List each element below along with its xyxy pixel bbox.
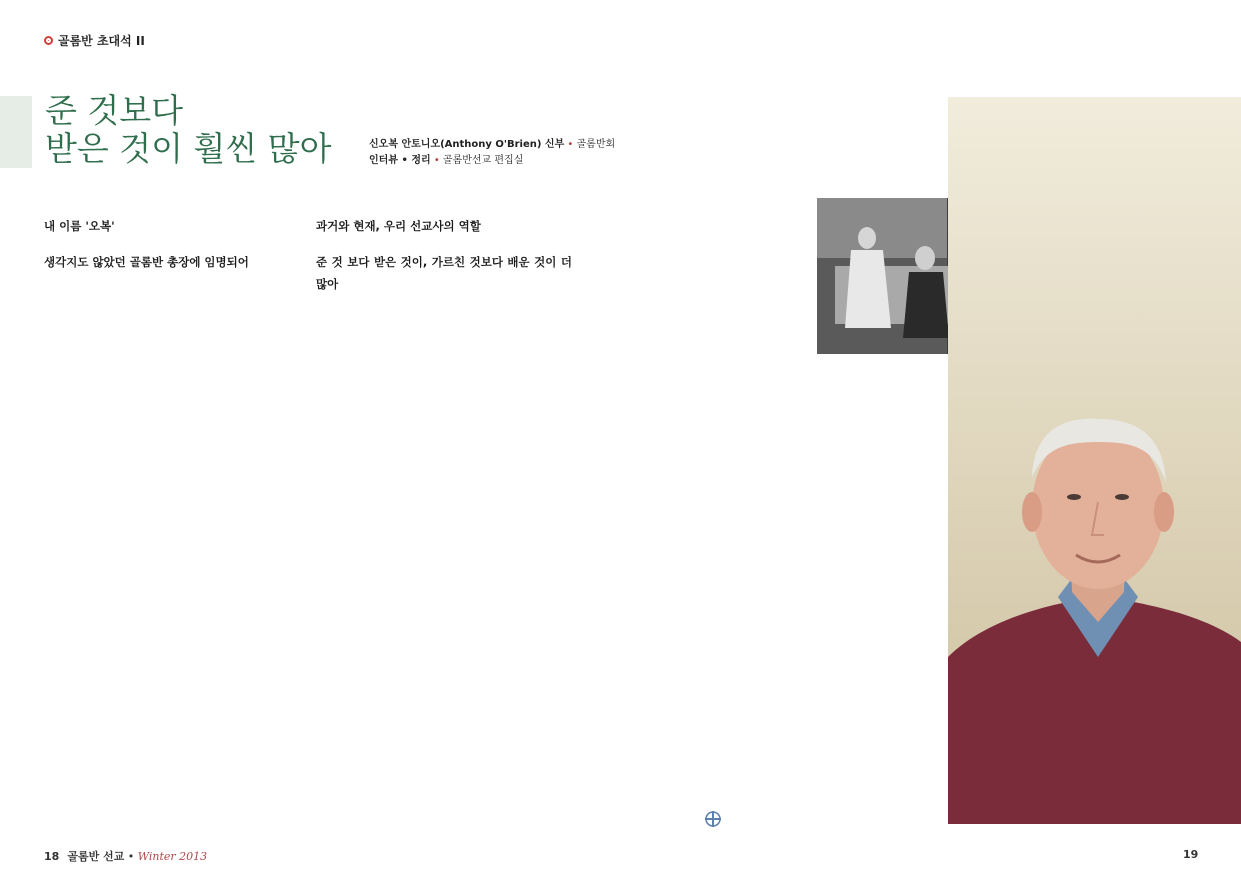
section-heading: 과거와 현재, 우리 선교사의 역할 xyxy=(316,219,481,233)
section-tag xyxy=(44,32,145,49)
page-number-left: 18 xyxy=(44,850,60,863)
byline-sep-1: • xyxy=(564,139,577,150)
article-title: 준 것보다 받은 것이 훨씬 많아 xyxy=(45,91,332,168)
end-mark-drawing xyxy=(704,810,722,828)
portrait-photo xyxy=(948,97,1241,824)
byline-sep-2: • xyxy=(430,155,443,166)
section-tag-label: 골롬반 초대석 II xyxy=(58,34,145,48)
bullet-icon xyxy=(44,36,53,45)
byline xyxy=(369,137,615,169)
byline-affiliation: 골롬반회 xyxy=(576,139,616,150)
title-accent-bar xyxy=(0,96,32,168)
section-heading: 내 이름 '오복' xyxy=(44,219,115,233)
issue-season: Winter 2013 xyxy=(137,850,208,863)
byline-author: 신오복 안토니오(Anthony O'Brien) 신부 xyxy=(369,139,565,150)
magazine-name: 골롬반 선교 xyxy=(67,850,125,863)
article-column-b xyxy=(316,215,572,295)
footer-left xyxy=(44,848,207,864)
byline-role: 인터뷰 • 정리 xyxy=(369,155,431,166)
byline-editor: 골롬반선교 편집실 xyxy=(442,155,524,166)
section-heading: 생각지도 않았던 골롬반 총장에 임명되어 xyxy=(44,255,249,269)
article-column-a xyxy=(44,215,299,273)
portrait-drawing xyxy=(948,97,1241,824)
section-heading: 준 것 보다 받은 것이, 가르친 것보다 배운 것이 더 많아 xyxy=(316,255,572,291)
page-number-right: 19 xyxy=(1183,848,1199,861)
end-mark-icon xyxy=(704,810,722,828)
footer-separator: • xyxy=(124,850,138,863)
